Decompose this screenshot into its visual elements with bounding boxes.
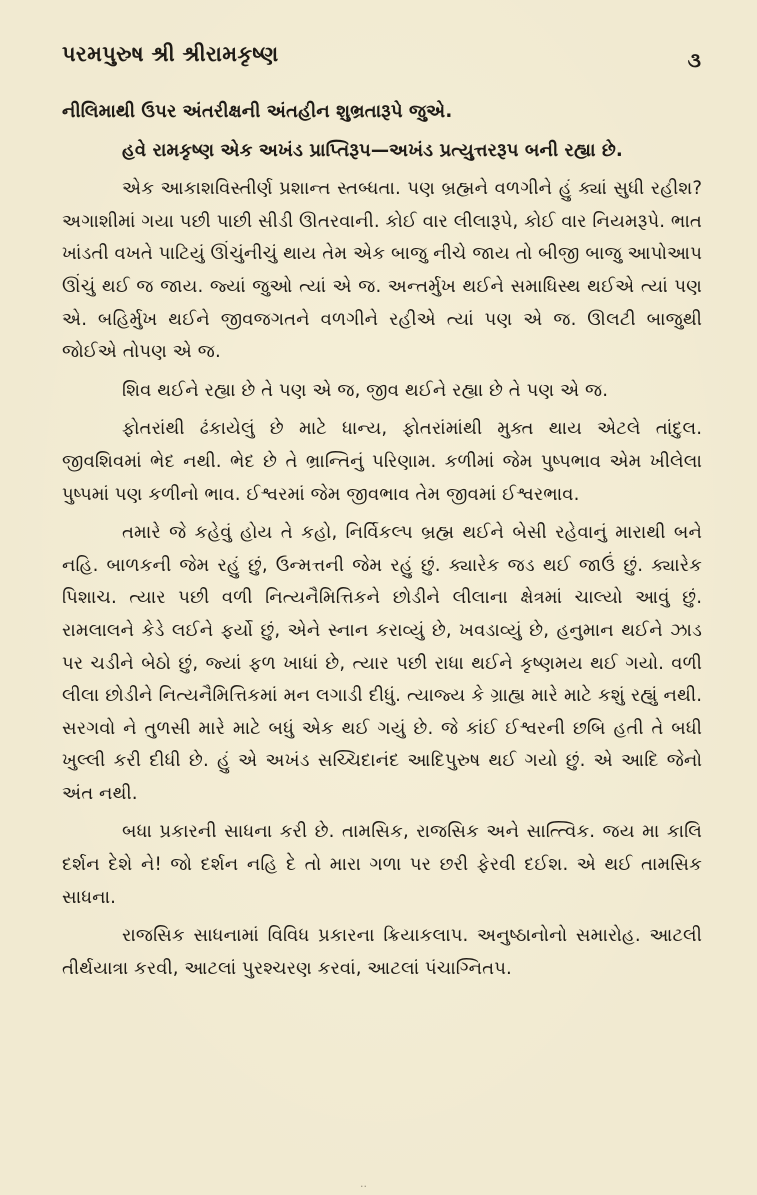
paragraph: ફોતરાંથી ઢંકાયેલું છે માટે ધાન્ય, ફોતરાંમાંથી મુક્ત થાય એટલે તાંદુલ. જીવશિવમાં ભેદ નથી. ભેદ છે તે ભ્રાન્તિનું પરિણામ. કળીમાં જેમ પુષ્પભાવ એમ ખીલેલા પુષ્પમાં પણ કળીનો ભાવ. ઈશ્વરમાં જેમ જીવભાવ તેમ જીવમાં ઈશ્વરભાવ. (62, 418, 702, 505)
paragraph: રાજસિક સાધનામાં વિવિધ પ્રકારના ક્રિયાકલાપ. અનુષ્ઠાનોનો સમારોહ. આટલી તીર્થયાત્રા કરવી, આટલાં પુરશ્ચરણ કરવાં, આટલાં પંચાગ્નિતપ. (62, 925, 702, 979)
page-number: ૩ (687, 48, 701, 72)
paragraph: બધા પ્રકારની સાધના કરી છે. તામસિક, રાજસિક અને સાત્ત્વિક. જય મા કાલિ દર્શન દેશે ને! જો દર્શન નહિ દે તો મારા ગળા પર છરી ફેરવી દઈશ. એ થઈ તામસિક સાધના. (62, 821, 702, 908)
paragraph: એક આકાશવિસ્તીર્ણ પ્રશાન્ત સ્તબ્ધતા. પણ બ્રહ્મને વળગીને હું ક્યાં સુધી રહીશ? અગાશીમાં ગયા પછી પાછી સીડી ઊતરવાની. કોઈ વાર લીલારૂપે, કોઈ વાર નિયમરૂપે. ભાત ખાંડતી વખતે પાટિયું ઊંચુંનીચું થાય તેમ એક બાજુ નીચે જાય તો બીજી બાજુ આપોઆપ ઊંચું થઈ જ જાય. જ્યાં જુઓ ત્યાં એ જ. અન્તર્મુખ થઈને સમાધિસ્થ થઈએ ત્યાં પણ એ. બહિર્મુખ થઈને જીવજગતને વળગીને રહીએ ત્યાં પણ એ જ. ઊલટી બાજુથી જોઈએ તોપણ એ જ. (62, 178, 702, 363)
paragraph: નીલિમાથી ઉપર અંતરીક્ષની અંતહીન શુભ્રતારૂપે જુએ. (62, 101, 453, 122)
body-text (62, 96, 702, 991)
paragraph: તમારે જે કહેવું હોય તે કહો, નિર્વિકલ્પ બ્રહ્મ થઈને બેસી રહેવાનું મારાથી બને નહિ. બાળકની જેમ રહું છું, ઉન્મત્તની જેમ રહું છું. ક્યારેક જડ થઈ જાઉં છું. ક્યારેક પિશાચ. ત્યાર પછી વળી નિત્યનૈમિત્તિકને છોડીને લીલાના ક્ષેત્રમાં ચાલ્યો આવું છું. રામલાલને કેડે લઈને ફર્યો છું, એને સ્નાન કરાવ્યું છે, ખવડાવ્યું છે, હનુમાન થઈને ઝાડ પર ચડીને બેઠો છું, જ્યાં ફળ ખાધાં છે, ત્યાર પછી રાધા થઈને કૃષ્ણમય થઈ ગયો. વળી લીલા છોડીને નિત્યનૈમિત્તિકમાં મન લગાડી દીધું. ત્યાજ્ય કે ગ્રાહ્ય મારે માટે કશું રહ્યું નથી. સરગવો ને તુળસી મારે માટે બધું એક થઈ ગયું છે. જે કાંઈ ઈશ્વરની છબિ હતી તે બધી ખુલ્લી કરી દીધી છે. હું એ અખંડ સચ્ચિદાનંદ આદિપુરુષ થઈ ગયો છું. એ આદિ જેનો અંત નથી. (62, 522, 702, 804)
paragraph: હવે રામકૃષ્ણ એક અખંડ પ્રાપ્તિરૂપ—અખંડ પ્રત્યુત્તરરૂપ બની રહ્યા છે. (122, 139, 623, 161)
footer-mark: ·· (360, 1180, 367, 1193)
running-head: પરમપુરુષ શ્રી શ્રીરામકૃષ્ણ (62, 42, 279, 66)
paragraph: શિવ થઈને રહ્યા છે તે પણ એ જ, જીવ થઈને રહ્યા છે તે પણ એ જ. (122, 379, 609, 401)
